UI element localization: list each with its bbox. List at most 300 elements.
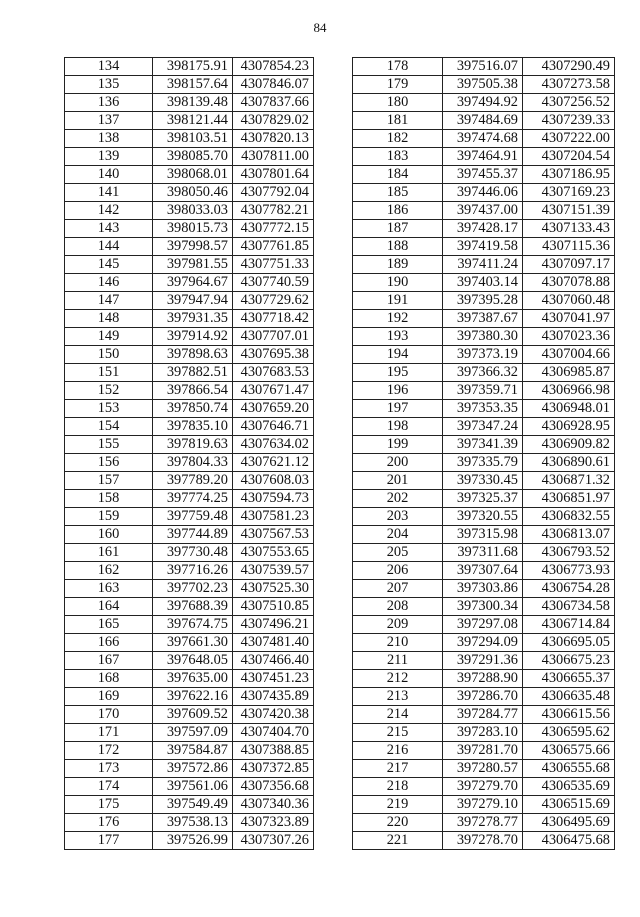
x-coordinate-cell: 397347.24 — [443, 418, 523, 436]
x-coordinate-cell: 397307.64 — [443, 562, 523, 580]
y-coordinate-cell: 4307290.49 — [523, 58, 615, 76]
table-row — [353, 418, 615, 436]
point-number-cell: 151 — [65, 364, 153, 382]
table-row — [65, 544, 314, 562]
point-number-cell: 168 — [65, 670, 153, 688]
y-coordinate-cell: 4307256.52 — [523, 94, 615, 112]
point-number-cell: 165 — [65, 616, 153, 634]
x-coordinate-cell: 397380.30 — [443, 328, 523, 346]
point-number-cell: 187 — [353, 220, 443, 238]
table-row — [353, 562, 615, 580]
point-number-cell: 135 — [65, 76, 153, 94]
y-coordinate-cell: 4307496.21 — [233, 616, 314, 634]
table-row — [353, 814, 615, 832]
x-coordinate-cell: 397278.70 — [443, 832, 523, 850]
y-coordinate-cell: 4307792.04 — [233, 184, 314, 202]
point-number-cell: 183 — [353, 148, 443, 166]
table-row — [65, 310, 314, 328]
table-row — [65, 400, 314, 418]
x-coordinate-cell: 397303.86 — [443, 580, 523, 598]
point-number-cell: 171 — [65, 724, 153, 742]
table-row — [353, 346, 615, 364]
table-row — [65, 130, 314, 148]
table-row — [65, 616, 314, 634]
point-number-cell: 164 — [65, 598, 153, 616]
y-coordinate-cell: 4307004.66 — [523, 346, 615, 364]
point-number-cell: 150 — [65, 346, 153, 364]
x-coordinate-cell: 397474.68 — [443, 130, 523, 148]
y-coordinate-cell: 4306948.01 — [523, 400, 615, 418]
x-coordinate-cell: 397635.00 — [153, 670, 233, 688]
x-coordinate-cell: 398085.70 — [153, 148, 233, 166]
x-coordinate-cell: 397774.25 — [153, 490, 233, 508]
x-coordinate-cell: 397387.67 — [443, 310, 523, 328]
y-coordinate-cell: 4306871.32 — [523, 472, 615, 490]
table-row — [353, 58, 615, 76]
y-coordinate-cell: 4307525.30 — [233, 580, 314, 598]
point-number-cell: 158 — [65, 490, 153, 508]
point-number-cell: 181 — [353, 112, 443, 130]
table-row — [353, 778, 615, 796]
x-coordinate-cell: 397759.48 — [153, 508, 233, 526]
table-row — [65, 562, 314, 580]
point-number-cell: 156 — [65, 454, 153, 472]
x-coordinate-cell: 397494.92 — [443, 94, 523, 112]
y-coordinate-cell: 4307204.54 — [523, 148, 615, 166]
y-coordinate-cell: 4306495.69 — [523, 814, 615, 832]
x-coordinate-cell: 397297.08 — [443, 616, 523, 634]
x-coordinate-cell: 397278.77 — [443, 814, 523, 832]
table-row — [65, 418, 314, 436]
table-row — [353, 382, 615, 400]
table-row — [65, 796, 314, 814]
x-coordinate-cell: 397281.70 — [443, 742, 523, 760]
table-row — [353, 220, 615, 238]
y-coordinate-cell: 4306813.07 — [523, 526, 615, 544]
point-number-cell: 197 — [353, 400, 443, 418]
point-number-cell: 169 — [65, 688, 153, 706]
y-coordinate-cell: 4306695.05 — [523, 634, 615, 652]
x-coordinate-cell: 398015.73 — [153, 220, 233, 238]
point-number-cell: 200 — [353, 454, 443, 472]
table-row — [65, 598, 314, 616]
point-number-cell: 139 — [65, 148, 153, 166]
x-coordinate-cell: 397981.55 — [153, 256, 233, 274]
point-number-cell: 157 — [65, 472, 153, 490]
table-row — [65, 688, 314, 706]
x-coordinate-cell: 397505.38 — [443, 76, 523, 94]
table-row — [65, 706, 314, 724]
x-coordinate-cell: 397688.39 — [153, 598, 233, 616]
y-coordinate-cell: 4307718.42 — [233, 310, 314, 328]
table-row — [65, 364, 314, 382]
point-number-cell: 216 — [353, 742, 443, 760]
table-row — [353, 400, 615, 418]
table-row — [65, 454, 314, 472]
y-coordinate-cell: 4306909.82 — [523, 436, 615, 454]
table-row — [65, 76, 314, 94]
y-coordinate-cell: 4307801.64 — [233, 166, 314, 184]
table-row — [353, 796, 615, 814]
page-number: 84 — [313, 20, 327, 35]
y-coordinate-cell: 4307837.66 — [233, 94, 314, 112]
point-number-cell: 198 — [353, 418, 443, 436]
y-coordinate-cell: 4306890.61 — [523, 454, 615, 472]
point-number-cell: 193 — [353, 328, 443, 346]
y-coordinate-cell: 4307451.23 — [233, 670, 314, 688]
x-coordinate-cell: 397526.99 — [153, 832, 233, 850]
point-number-cell: 188 — [353, 238, 443, 256]
table-row — [353, 112, 615, 130]
y-coordinate-cell: 4307594.73 — [233, 490, 314, 508]
x-coordinate-cell: 397455.37 — [443, 166, 523, 184]
point-number-cell: 210 — [353, 634, 443, 652]
x-coordinate-cell: 397395.28 — [443, 292, 523, 310]
point-number-cell: 148 — [65, 310, 153, 328]
y-coordinate-cell: 4306555.68 — [523, 760, 615, 778]
y-coordinate-cell: 4306475.68 — [523, 832, 615, 850]
y-coordinate-cell: 4307729.62 — [233, 292, 314, 310]
y-coordinate-cell: 4307567.53 — [233, 526, 314, 544]
x-coordinate-cell: 397661.30 — [153, 634, 233, 652]
y-coordinate-cell: 4307829.02 — [233, 112, 314, 130]
table-row — [65, 166, 314, 184]
y-coordinate-cell: 4307133.43 — [523, 220, 615, 238]
x-coordinate-cell: 397446.06 — [443, 184, 523, 202]
point-number-cell: 214 — [353, 706, 443, 724]
x-coordinate-cell: 397283.10 — [443, 724, 523, 742]
table-row — [353, 508, 615, 526]
point-number-cell: 167 — [65, 652, 153, 670]
table-row — [353, 148, 615, 166]
point-number-cell: 137 — [65, 112, 153, 130]
y-coordinate-cell: 4307539.57 — [233, 562, 314, 580]
y-coordinate-cell: 4307510.85 — [233, 598, 314, 616]
table-row — [65, 346, 314, 364]
y-coordinate-cell: 4307854.23 — [233, 58, 314, 76]
table-row — [353, 130, 615, 148]
y-coordinate-cell: 4306851.97 — [523, 490, 615, 508]
x-coordinate-cell: 397572.86 — [153, 760, 233, 778]
coordinates-table-right — [352, 57, 615, 850]
point-number-cell: 217 — [353, 760, 443, 778]
x-coordinate-cell: 397835.10 — [153, 418, 233, 436]
x-coordinate-cell: 397284.77 — [443, 706, 523, 724]
table-row — [65, 724, 314, 742]
y-coordinate-cell: 4307820.13 — [233, 130, 314, 148]
y-coordinate-cell: 4307646.71 — [233, 418, 314, 436]
x-coordinate-cell: 397330.45 — [443, 472, 523, 490]
x-coordinate-cell: 397320.55 — [443, 508, 523, 526]
y-coordinate-cell: 4306714.84 — [523, 616, 615, 634]
table-row — [65, 490, 314, 508]
point-number-cell: 140 — [65, 166, 153, 184]
point-number-cell: 212 — [353, 670, 443, 688]
table-row — [353, 634, 615, 652]
table-row — [65, 832, 314, 850]
y-coordinate-cell: 4306595.62 — [523, 724, 615, 742]
point-number-cell: 206 — [353, 562, 443, 580]
x-coordinate-cell: 397325.37 — [443, 490, 523, 508]
table-row — [353, 688, 615, 706]
x-coordinate-cell: 397373.19 — [443, 346, 523, 364]
y-coordinate-cell: 4307078.88 — [523, 274, 615, 292]
x-coordinate-cell: 398068.01 — [153, 166, 233, 184]
x-coordinate-cell: 397850.74 — [153, 400, 233, 418]
x-coordinate-cell: 397998.57 — [153, 238, 233, 256]
x-coordinate-cell: 397428.17 — [443, 220, 523, 238]
table-row — [353, 490, 615, 508]
table-row — [353, 598, 615, 616]
point-number-cell: 144 — [65, 238, 153, 256]
x-coordinate-cell: 397411.24 — [443, 256, 523, 274]
y-coordinate-cell: 4306985.87 — [523, 364, 615, 382]
y-coordinate-cell: 4307420.38 — [233, 706, 314, 724]
point-number-cell: 209 — [353, 616, 443, 634]
point-number-cell: 180 — [353, 94, 443, 112]
y-coordinate-cell: 4307186.95 — [523, 166, 615, 184]
y-coordinate-cell: 4306675.23 — [523, 652, 615, 670]
y-coordinate-cell: 4306575.66 — [523, 742, 615, 760]
x-coordinate-cell: 397419.58 — [443, 238, 523, 256]
x-coordinate-cell: 398033.03 — [153, 202, 233, 220]
table-row — [353, 202, 615, 220]
table-row — [353, 832, 615, 850]
point-number-cell: 185 — [353, 184, 443, 202]
y-coordinate-cell: 4307273.58 — [523, 76, 615, 94]
table-row — [353, 184, 615, 202]
table-row — [65, 382, 314, 400]
x-coordinate-cell: 397516.07 — [443, 58, 523, 76]
x-coordinate-cell: 397866.54 — [153, 382, 233, 400]
x-coordinate-cell: 397882.51 — [153, 364, 233, 382]
table-row — [353, 238, 615, 256]
point-number-cell: 219 — [353, 796, 443, 814]
point-number-cell: 162 — [65, 562, 153, 580]
x-coordinate-cell: 398157.64 — [153, 76, 233, 94]
x-coordinate-cell: 397648.05 — [153, 652, 233, 670]
x-coordinate-cell: 397291.36 — [443, 652, 523, 670]
table-row — [65, 508, 314, 526]
y-coordinate-cell: 4307169.23 — [523, 184, 615, 202]
table-row — [65, 184, 314, 202]
point-number-cell: 147 — [65, 292, 153, 310]
x-coordinate-cell: 397622.16 — [153, 688, 233, 706]
table-row — [353, 526, 615, 544]
point-number-cell: 201 — [353, 472, 443, 490]
point-number-cell: 203 — [353, 508, 443, 526]
x-coordinate-cell: 397288.90 — [443, 670, 523, 688]
point-number-cell: 143 — [65, 220, 153, 238]
point-number-cell: 153 — [65, 400, 153, 418]
point-number-cell: 199 — [353, 436, 443, 454]
point-number-cell: 213 — [353, 688, 443, 706]
x-coordinate-cell: 397359.71 — [443, 382, 523, 400]
point-number-cell: 220 — [353, 814, 443, 832]
y-coordinate-cell: 4307151.39 — [523, 202, 615, 220]
x-coordinate-cell: 397315.98 — [443, 526, 523, 544]
point-number-cell: 182 — [353, 130, 443, 148]
table-row — [65, 436, 314, 454]
table-row — [353, 670, 615, 688]
table-row — [65, 814, 314, 832]
point-number-cell: 138 — [65, 130, 153, 148]
y-coordinate-cell: 4307740.59 — [233, 274, 314, 292]
x-coordinate-cell: 398175.91 — [153, 58, 233, 76]
point-number-cell: 192 — [353, 310, 443, 328]
y-coordinate-cell: 4307811.00 — [233, 148, 314, 166]
x-coordinate-cell: 398103.51 — [153, 130, 233, 148]
point-number-cell: 152 — [65, 382, 153, 400]
y-coordinate-cell: 4307621.12 — [233, 454, 314, 472]
point-number-cell: 207 — [353, 580, 443, 598]
table-row — [353, 166, 615, 184]
point-number-cell: 136 — [65, 94, 153, 112]
x-coordinate-cell: 397597.09 — [153, 724, 233, 742]
y-coordinate-cell: 4307466.40 — [233, 652, 314, 670]
point-number-cell: 194 — [353, 346, 443, 364]
point-number-cell: 211 — [353, 652, 443, 670]
point-number-cell: 218 — [353, 778, 443, 796]
y-coordinate-cell: 4307707.01 — [233, 328, 314, 346]
table-row — [65, 292, 314, 310]
y-coordinate-cell: 4306655.37 — [523, 670, 615, 688]
table-row — [353, 472, 615, 490]
y-coordinate-cell: 4307323.89 — [233, 814, 314, 832]
table-row — [65, 238, 314, 256]
table-row — [353, 328, 615, 346]
point-number-cell: 202 — [353, 490, 443, 508]
y-coordinate-cell: 4306734.58 — [523, 598, 615, 616]
point-number-cell: 142 — [65, 202, 153, 220]
point-number-cell: 190 — [353, 274, 443, 292]
table-row — [65, 328, 314, 346]
y-coordinate-cell: 4306832.55 — [523, 508, 615, 526]
x-coordinate-cell: 397341.39 — [443, 436, 523, 454]
table-row — [353, 94, 615, 112]
y-coordinate-cell: 4307388.85 — [233, 742, 314, 760]
y-coordinate-cell: 4307608.03 — [233, 472, 314, 490]
table-row — [353, 310, 615, 328]
point-number-cell: 155 — [65, 436, 153, 454]
x-coordinate-cell: 397403.14 — [443, 274, 523, 292]
point-number-cell: 160 — [65, 526, 153, 544]
y-coordinate-cell: 4307634.02 — [233, 436, 314, 454]
point-number-cell: 176 — [65, 814, 153, 832]
table-row — [65, 256, 314, 274]
y-coordinate-cell: 4307761.85 — [233, 238, 314, 256]
table-row — [353, 706, 615, 724]
y-coordinate-cell: 4307671.47 — [233, 382, 314, 400]
x-coordinate-cell: 397584.87 — [153, 742, 233, 760]
y-coordinate-cell: 4307481.40 — [233, 634, 314, 652]
table-row — [353, 724, 615, 742]
y-coordinate-cell: 4307695.38 — [233, 346, 314, 364]
table-row — [65, 220, 314, 238]
x-coordinate-cell: 397353.35 — [443, 400, 523, 418]
x-coordinate-cell: 397279.70 — [443, 778, 523, 796]
x-coordinate-cell: 397335.79 — [443, 454, 523, 472]
x-coordinate-cell: 397538.13 — [153, 814, 233, 832]
coordinates-table-left — [64, 57, 314, 850]
table-row — [353, 544, 615, 562]
table-row — [353, 274, 615, 292]
y-coordinate-cell: 4307307.26 — [233, 832, 314, 850]
table-row — [353, 580, 615, 598]
y-coordinate-cell: 4306928.95 — [523, 418, 615, 436]
y-coordinate-cell: 4307115.36 — [523, 238, 615, 256]
point-number-cell: 204 — [353, 526, 443, 544]
table-row — [353, 760, 615, 778]
y-coordinate-cell: 4307772.15 — [233, 220, 314, 238]
y-coordinate-cell: 4307846.07 — [233, 76, 314, 94]
table-row — [65, 778, 314, 796]
x-coordinate-cell: 397609.52 — [153, 706, 233, 724]
point-number-cell: 175 — [65, 796, 153, 814]
x-coordinate-cell: 397804.33 — [153, 454, 233, 472]
table-row — [65, 580, 314, 598]
y-coordinate-cell: 4307041.97 — [523, 310, 615, 328]
y-coordinate-cell: 4306793.52 — [523, 544, 615, 562]
table-row — [65, 742, 314, 760]
point-number-cell: 163 — [65, 580, 153, 598]
table-row — [65, 58, 314, 76]
x-coordinate-cell: 397464.91 — [443, 148, 523, 166]
x-coordinate-cell: 397702.23 — [153, 580, 233, 598]
table-row — [353, 616, 615, 634]
y-coordinate-cell: 4307356.68 — [233, 778, 314, 796]
x-coordinate-cell: 397789.20 — [153, 472, 233, 490]
point-number-cell: 196 — [353, 382, 443, 400]
x-coordinate-cell: 397311.68 — [443, 544, 523, 562]
point-number-cell: 177 — [65, 832, 153, 850]
y-coordinate-cell: 4307097.17 — [523, 256, 615, 274]
x-coordinate-cell: 397279.10 — [443, 796, 523, 814]
x-coordinate-cell: 397286.70 — [443, 688, 523, 706]
x-coordinate-cell: 398050.46 — [153, 184, 233, 202]
point-number-cell: 134 — [65, 58, 153, 76]
x-coordinate-cell: 397437.00 — [443, 202, 523, 220]
y-coordinate-cell: 4306635.48 — [523, 688, 615, 706]
y-coordinate-cell: 4307435.89 — [233, 688, 314, 706]
x-coordinate-cell: 397931.35 — [153, 310, 233, 328]
point-number-cell: 149 — [65, 328, 153, 346]
table-row — [353, 76, 615, 94]
x-coordinate-cell: 397716.26 — [153, 562, 233, 580]
y-coordinate-cell: 4307222.00 — [523, 130, 615, 148]
x-coordinate-cell: 397549.49 — [153, 796, 233, 814]
point-number-cell: 205 — [353, 544, 443, 562]
y-coordinate-cell: 4307340.36 — [233, 796, 314, 814]
y-coordinate-cell: 4307372.85 — [233, 760, 314, 778]
table-row — [65, 526, 314, 544]
point-number-cell: 189 — [353, 256, 443, 274]
x-coordinate-cell: 397484.69 — [443, 112, 523, 130]
table-row — [65, 94, 314, 112]
table-row — [353, 454, 615, 472]
y-coordinate-cell: 4307553.65 — [233, 544, 314, 562]
y-coordinate-cell: 4307239.33 — [523, 112, 615, 130]
y-coordinate-cell: 4307751.33 — [233, 256, 314, 274]
point-number-cell: 215 — [353, 724, 443, 742]
point-number-cell: 170 — [65, 706, 153, 724]
point-number-cell: 186 — [353, 202, 443, 220]
x-coordinate-cell: 397744.89 — [153, 526, 233, 544]
table-row — [65, 148, 314, 166]
table-row — [353, 364, 615, 382]
point-number-cell: 159 — [65, 508, 153, 526]
table-row — [65, 760, 314, 778]
